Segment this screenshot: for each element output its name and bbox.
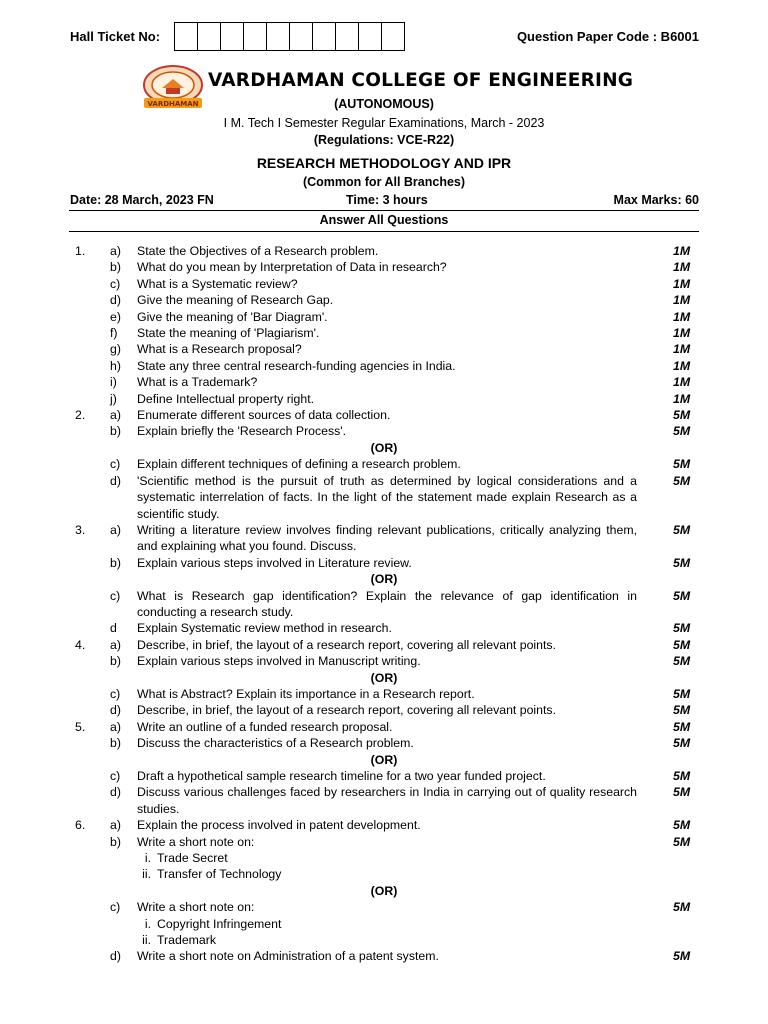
question-marks: 1M bbox=[673, 391, 691, 406]
question-text: Write an outline of a funded research proposal. bbox=[137, 719, 393, 734]
question-marks: 1M bbox=[673, 244, 691, 258]
sub-question-label: a) bbox=[110, 719, 121, 734]
question-marks: 1M bbox=[673, 358, 691, 373]
question-row bbox=[0, 259, 768, 275]
sub-question-label: g) bbox=[110, 342, 121, 357]
sub-item bbox=[0, 866, 768, 882]
question-row bbox=[0, 341, 768, 357]
sub-item-number: i. bbox=[144, 916, 151, 931]
question-marks: 5M bbox=[673, 686, 691, 701]
question-row bbox=[0, 276, 768, 292]
question-marks: 1M bbox=[673, 293, 691, 308]
question-row bbox=[0, 834, 768, 850]
sub-item-text: Transfer of Technology bbox=[157, 867, 282, 882]
hall-ticket-box bbox=[244, 23, 267, 50]
question-marks: 5M bbox=[673, 424, 691, 439]
question-row bbox=[0, 637, 768, 653]
sub-question-label: a) bbox=[110, 408, 121, 423]
question-row bbox=[0, 719, 768, 735]
question-row bbox=[0, 768, 768, 784]
question-row bbox=[0, 948, 768, 964]
question-row bbox=[0, 686, 768, 702]
exam-time: Time: 3 hours bbox=[346, 193, 428, 207]
question-marks: 5M bbox=[673, 769, 691, 783]
sub-item-text: Trademark bbox=[157, 933, 216, 948]
question-number: 2. bbox=[75, 408, 86, 423]
question-text: Explain briefly the 'Research Process'. bbox=[137, 424, 347, 439]
exam-date: Date: 28 March, 2023 FN bbox=[70, 193, 214, 207]
hall-ticket-label: Hall Ticket No: bbox=[70, 29, 161, 44]
sub-question-label: d bbox=[110, 621, 117, 636]
question-text: Enumerate different sources of data collection. bbox=[137, 408, 391, 423]
question-number: 6. bbox=[75, 818, 86, 833]
question-marks: 5M bbox=[673, 637, 691, 652]
question-marks: 5M bbox=[673, 834, 691, 849]
question-marks: 1M bbox=[673, 375, 691, 390]
question-row bbox=[0, 407, 768, 423]
or-separator: (OR) bbox=[370, 572, 398, 587]
sub-question-label: d) bbox=[110, 703, 121, 718]
sub-question-label: a) bbox=[110, 244, 121, 258]
sub-question-label: c) bbox=[110, 686, 121, 701]
question-row bbox=[0, 784, 768, 817]
sub-question-label: a) bbox=[110, 522, 121, 537]
question-text: Write a short note on: bbox=[137, 900, 255, 915]
sub-question-label: b) bbox=[110, 654, 121, 669]
question-text: What do you mean by Interpretation of Data in research? bbox=[137, 260, 447, 275]
question-marks: 5M bbox=[673, 703, 691, 718]
question-marks: 1M bbox=[673, 276, 691, 291]
question-marks: 5M bbox=[673, 736, 691, 751]
hall-ticket-boxes bbox=[174, 22, 405, 51]
sub-question-label: a) bbox=[110, 637, 121, 652]
sub-question-label: e) bbox=[110, 309, 121, 324]
question-text: Explain different techniques of defining a research problem. bbox=[137, 457, 461, 472]
sub-question-label: d) bbox=[110, 949, 121, 964]
sub-item-text: Copyright Infringement bbox=[157, 916, 282, 931]
or-separator: (OR) bbox=[370, 440, 398, 455]
common-branches: (Common for All Branches) bbox=[302, 175, 466, 189]
question-row bbox=[0, 391, 768, 407]
sub-item bbox=[0, 932, 768, 948]
sub-question-label: b) bbox=[110, 834, 121, 849]
question-row bbox=[0, 899, 768, 915]
sub-question-label: b) bbox=[110, 260, 121, 275]
question-marks: 5M bbox=[673, 621, 691, 636]
sub-item-number: ii. bbox=[142, 867, 151, 882]
or-separator: (OR) bbox=[370, 752, 398, 767]
question-row bbox=[0, 358, 768, 374]
sub-question-label: b) bbox=[110, 424, 121, 439]
question-number: 3. bbox=[75, 522, 86, 537]
sub-item-number: ii. bbox=[142, 933, 151, 948]
question-marks: 5M bbox=[673, 719, 691, 734]
subject-title: RESEARCH METHODOLOGY AND IPR bbox=[256, 155, 512, 171]
question-text: Write a short note on Administration of a patent system. bbox=[137, 949, 439, 964]
regulations: (Regulations: VCE-R22) bbox=[313, 133, 455, 147]
hall-ticket-box bbox=[221, 23, 244, 50]
question-marks: 5M bbox=[673, 522, 691, 537]
hall-ticket-box bbox=[313, 23, 336, 50]
sub-question-label: c) bbox=[110, 769, 121, 783]
question-row bbox=[0, 620, 768, 636]
max-marks: Max Marks: 60 bbox=[613, 193, 699, 207]
sub-question-label: h) bbox=[110, 358, 121, 373]
question-row bbox=[0, 325, 768, 341]
logo-banner-text: VARDHAMAN bbox=[147, 100, 199, 108]
question-row bbox=[0, 653, 768, 669]
question-row bbox=[0, 735, 768, 751]
hall-ticket-box bbox=[175, 23, 198, 50]
question-text: What is a Trademark? bbox=[137, 375, 258, 390]
question-marks: 5M bbox=[673, 900, 691, 915]
question-row bbox=[0, 456, 768, 472]
sub-question-label: i) bbox=[110, 375, 117, 390]
question-paper-code: Question Paper Code : B6001 bbox=[516, 29, 699, 44]
question-text: Discuss the characteristics of a Research problem. bbox=[137, 736, 414, 751]
question-marks: 5M bbox=[673, 818, 691, 833]
question-text: Describe, in brief, the layout of a research report, covering all relevant points. bbox=[137, 637, 556, 652]
hall-ticket-box bbox=[267, 23, 290, 50]
sub-question-label: a) bbox=[110, 818, 121, 833]
question-text: What is Research gap identification? Explain the relevance of gap identification in conducting a research study. bbox=[137, 588, 637, 619]
question-row bbox=[0, 588, 768, 621]
sub-item-text: Trade Secret bbox=[157, 851, 228, 866]
question-marks: 5M bbox=[673, 654, 691, 669]
question-text: State the Objectives of a Research problem. bbox=[137, 244, 379, 258]
question-row bbox=[0, 702, 768, 718]
question-text: What is a Systematic review? bbox=[137, 276, 298, 291]
question-text: Discuss various challenges faced by researchers in India in carrying out of quality research studies. bbox=[137, 785, 637, 816]
question-marks: 5M bbox=[673, 555, 691, 570]
question-marks: 1M bbox=[673, 309, 691, 324]
sub-question-label: b) bbox=[110, 555, 121, 570]
hall-ticket-box bbox=[198, 23, 221, 50]
sub-question-label: j) bbox=[110, 391, 117, 406]
sub-item bbox=[0, 916, 768, 932]
or-separator: (OR) bbox=[370, 670, 398, 685]
sub-item-number: i. bbox=[144, 851, 151, 866]
question-row bbox=[0, 817, 768, 833]
hall-ticket-box bbox=[290, 23, 313, 50]
question-text: Explain various steps involved in Manuscript writing. bbox=[137, 654, 421, 669]
sub-question-label: d) bbox=[110, 473, 121, 488]
autonomous-label: (AUTONOMOUS) bbox=[334, 97, 434, 111]
sub-question-label: d) bbox=[110, 293, 121, 308]
question-marks: 1M bbox=[673, 260, 691, 275]
sub-question-label: d) bbox=[110, 785, 121, 800]
question-marks: 5M bbox=[673, 949, 691, 964]
sub-item bbox=[0, 850, 768, 866]
question-marks: 5M bbox=[673, 473, 691, 488]
question-text: Give the meaning of Research Gap. bbox=[137, 293, 334, 308]
exam-title: I M. Tech I Semester Regular Examinations, March - 2023 bbox=[223, 116, 545, 130]
question-marks: 5M bbox=[673, 785, 691, 800]
question-row bbox=[0, 292, 768, 308]
question-list bbox=[0, 243, 768, 965]
question-marks: 5M bbox=[673, 588, 691, 603]
question-marks: 5M bbox=[673, 457, 691, 472]
question-text: Define Intellectual property right. bbox=[137, 391, 315, 406]
divider bbox=[69, 231, 699, 232]
question-text: Explain Systematic review method in research. bbox=[137, 621, 392, 636]
sub-question-label: c) bbox=[110, 276, 121, 291]
question-row bbox=[0, 243, 768, 259]
question-text: What is Abstract? Explain its importance in a Research report. bbox=[137, 686, 475, 701]
or-separator: (OR) bbox=[370, 883, 398, 898]
question-text: Describe, in brief, the layout of a research report, covering all relevant points. bbox=[137, 703, 556, 718]
question-number: 1. bbox=[75, 244, 86, 258]
question-text: State the meaning of 'Plagiarism'. bbox=[137, 326, 320, 341]
question-text: What is a Research proposal? bbox=[137, 342, 302, 357]
hall-ticket-box bbox=[336, 23, 359, 50]
sub-question-label: c) bbox=[110, 900, 121, 915]
sub-question-label: f) bbox=[110, 326, 118, 341]
question-text: Explain the process involved in patent development. bbox=[137, 818, 421, 833]
question-row bbox=[0, 522, 768, 555]
hall-ticket-box bbox=[359, 23, 382, 50]
college-name: VARDHAMAN COLLEGE OF ENGINEERING bbox=[208, 70, 634, 91]
question-row bbox=[0, 473, 768, 522]
question-text: State any three central research-funding agencies in India. bbox=[137, 358, 456, 373]
question-text: Write a short note on: bbox=[137, 834, 255, 849]
question-text: Draft a hypothetical sample research timeline for a two year funded project. bbox=[137, 769, 546, 783]
question-number: 5. bbox=[75, 719, 86, 734]
question-marks: 1M bbox=[673, 342, 691, 357]
question-marks: 1M bbox=[673, 326, 691, 341]
question-row bbox=[0, 555, 768, 571]
instruction: Answer All Questions bbox=[319, 213, 449, 227]
question-row bbox=[0, 423, 768, 439]
question-row bbox=[0, 309, 768, 325]
sub-question-label: b) bbox=[110, 736, 121, 751]
divider bbox=[69, 210, 699, 211]
question-row bbox=[0, 374, 768, 390]
question-marks: 5M bbox=[673, 408, 691, 423]
question-text: Writing a literature review involves finding relevant publications, critically analyzing them, and explaining what you found. Discuss. bbox=[137, 522, 637, 554]
question-text: 'Scientific method is the pursuit of truth as determined by logical considerations and a systematic interrelation of facts. In the light of the statement made explain Research as a scientific study. bbox=[137, 473, 637, 521]
question-number: 4. bbox=[75, 637, 86, 652]
sub-question-label: c) bbox=[110, 457, 121, 472]
question-text: Explain various steps involved in Literature review. bbox=[137, 555, 412, 570]
sub-question-label: c) bbox=[110, 588, 121, 603]
question-text: Give the meaning of 'Bar Diagram'. bbox=[137, 309, 328, 324]
hall-ticket-box bbox=[382, 23, 404, 50]
